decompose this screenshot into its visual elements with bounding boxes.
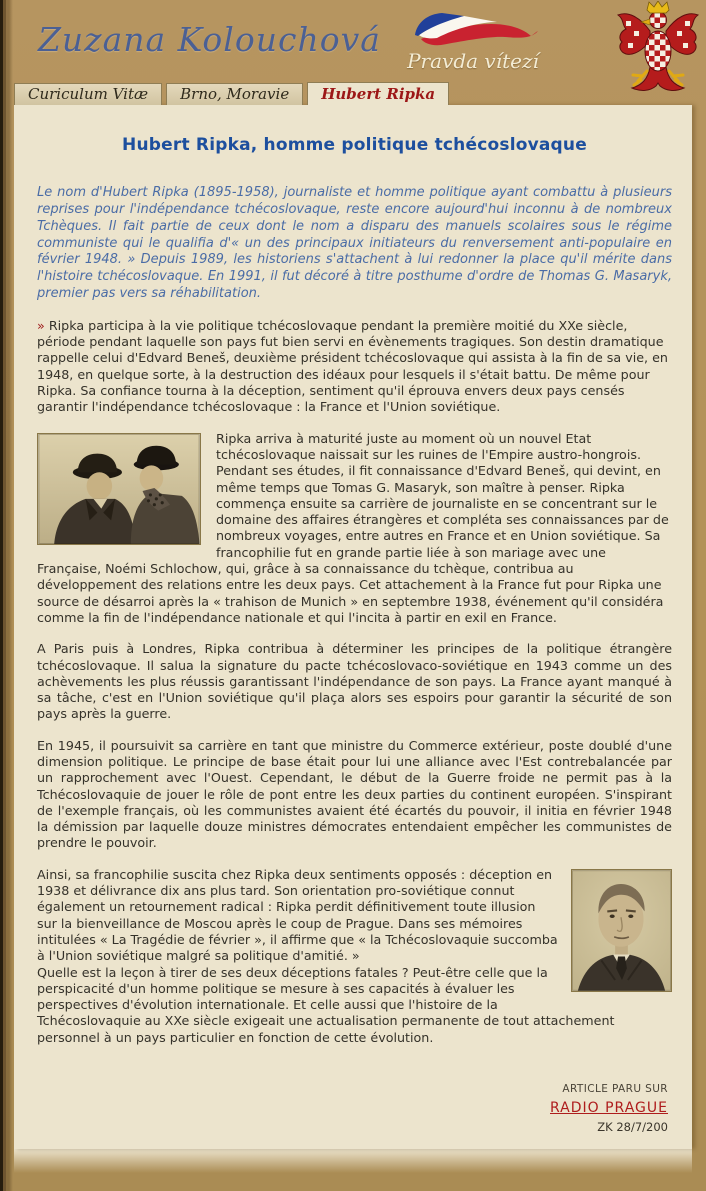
page-spine-edge bbox=[0, 0, 13, 1191]
paragraph-ripka-politics: » Ripka participa à la vie politique tchécoslovaque pendant la première moitié du XXe siècle, période pendant laquelle son pays fut bien servi en évènements tragiques. Son destin dramatique rappelle celui d'Edvard Beneš, deuxième président tchécoslovaque qui assista à la fin de sa vie, en 1948, en quelque sorte, à la destruction des idéaux pour lesquels il s'était battu. De même pour Ripka. Sa confiance tourna à la déception, sentiment qu'il éprouva envers deux pays censés garantir l'indépendance tchécoslovaque : la France et l'Union soviétique. bbox=[37, 317, 668, 415]
site-header bbox=[0, 0, 706, 82]
article-content bbox=[14, 105, 692, 1149]
czech-flag-icon bbox=[407, 8, 539, 48]
tab-brno-moravie[interactable]: Brno, Moravie bbox=[166, 83, 303, 105]
site-motto: Pravda vítezí bbox=[407, 49, 539, 73]
photo-ripka-portrait bbox=[571, 869, 672, 992]
site-title: Zuzana Kolouchová bbox=[38, 20, 381, 59]
page-bottom-margin bbox=[0, 1173, 706, 1191]
page-bottom-fade bbox=[14, 1149, 692, 1173]
tab-hubert-ripka[interactable]: Hubert Ripka bbox=[307, 82, 449, 105]
paragraph-1945: En 1945, il poursuivit sa carrière en tant que ministre du Commerce extérieur, poste doublé d'une dimension politique. Le principe de base était pour lui une alliance avec l'Est contrebalancée par un rapprochement avec l'Ouest. Cependant, le début de la Guerre froide ne permit pas à la Tchécoslovaquie de jouer le rôle de pont entre les deux parties du continent européen. S'inspirant de l'exemple français, où les communistes avaient été écartés du pouvoir, il initia en février 1948 la démission par laquelle douze ministres démocrates entendaient empêcher les communistes de prendre le pouvoir. bbox=[37, 737, 672, 851]
footer-caption: ARTICLE PARU SUR bbox=[562, 1083, 668, 1096]
tab-bar bbox=[14, 82, 706, 105]
paragraph-paris-londres: A Paris puis à Londres, Ripka contribua à déterminer les principes de la politique étrangère tchécoslovaque. Il salua la signature du pacte tchécoslovaco-soviétique en 1943 comme un des achèvements les plus réussis garantissant l'indépendance de son pays. La France ayant manqué à sa tâche, c'est en l'Union soviétique qu'il plaça alors ses espoirs pour garantir la sécurité de son pays après la guerre. bbox=[37, 641, 672, 722]
site-logo bbox=[388, 8, 558, 73]
footer-credit: ZK 28/7/200 bbox=[597, 1119, 668, 1134]
paragraph-block-francophilie bbox=[37, 867, 672, 1061]
radio-prague-link[interactable]: RADIO PRAGUE bbox=[550, 1100, 668, 1117]
photo-ripka-and-benes bbox=[37, 433, 201, 545]
article-title: Hubert Ripka, homme politique tchécoslovaque bbox=[122, 135, 587, 155]
paragraph-maturity: Ripka arriva à maturité juste au moment où un nouvel Etat tchécoslovaque naissait sur les ruines de l'Empire austro-hongrois. Pendant ses études, il fit connaissance d'Edvard Beneš, qui devint, en même temps que Tomas G. Masaryk, son maître à penser. Ripka commença ensuite sa carrière de journaliste en se concentrant sur le domaine des affaires étrangères et compléta ses connaissances par de nombreux voyages, entre autres en France et en Union soviétique. Sa francophilie fut en grande partie liée à son mariage avec une Française, Noémi Schlochow, qui, grâce à sa connaissance du tchèque, contribua au développement des relations entre les deux pays. Cet attachement à la France fut pour Ripka une source de désarroi après la « trahison de Munich » en septembre 1938, événement qu'il considéra comme la fin de l'indépendance nationale et qui l'incita à partir en exil en France. bbox=[37, 430, 669, 625]
red-guillemet-marker: » bbox=[37, 317, 45, 333]
article-intro: Le nom d'Hubert Ripka (1895-1958), journaliste et homme politique ayant combattu à plusieurs reprises pour l'indépendance tchécoslovaque, reste encore aujourd'hui inconnu à de nombreux Tchèques. Il fait partie de ceux dont le nom a disparu des manuels scolaires sous le régime communiste qui le qualifia d'« un des principaux initiateurs du renversement anti-populaire en février 1948. » Depuis 1989, les historiens s'attachent à lui redonner la place qu'il mérite dans l'histoire tchécoslovaque. En 1991, il fut décoré à titre posthume d'ordre de Thomas G. Masaryk, premier pas vers sa réhabilitation. bbox=[37, 185, 672, 302]
tab-curiculum-vitae[interactable]: Curiculum Vitæ bbox=[14, 83, 162, 105]
paragraph-block-maturity bbox=[37, 431, 672, 642]
paragraph-francophilie: Ainsi, sa francophilie suscita chez Ripka deux sentiments opposés : déception en 1938 et délivrance dix ans plus tard. Son orientation pro-soviétique connut également un retournement radical : Ripka perdit définitivement toute illusion sur la bienveillance de Moscou après le coup de Prague. Dans ses mémoires intitulées « La Tragédie de février », il affirme que « la Tchécoslovaquie succomba à l'Union soviétique malgré sa politique d'amitié. » bbox=[37, 866, 558, 964]
paragraph-lecon: Quelle est la leçon à tirer de ses deux déceptions fatales ? Peut-être celle que la perspicacité d'un homme politique se mesure à ses capacités à évaluer les perspectives d'évolution internationale. Et celle aussi que l'histoire de la Tchécoslovaquie au XXe siècle exigeait une actualisation permanente de tout attachement personnel à un pays particulier en fonction de cette évolution. bbox=[37, 964, 615, 1045]
article-footer bbox=[37, 1081, 672, 1135]
